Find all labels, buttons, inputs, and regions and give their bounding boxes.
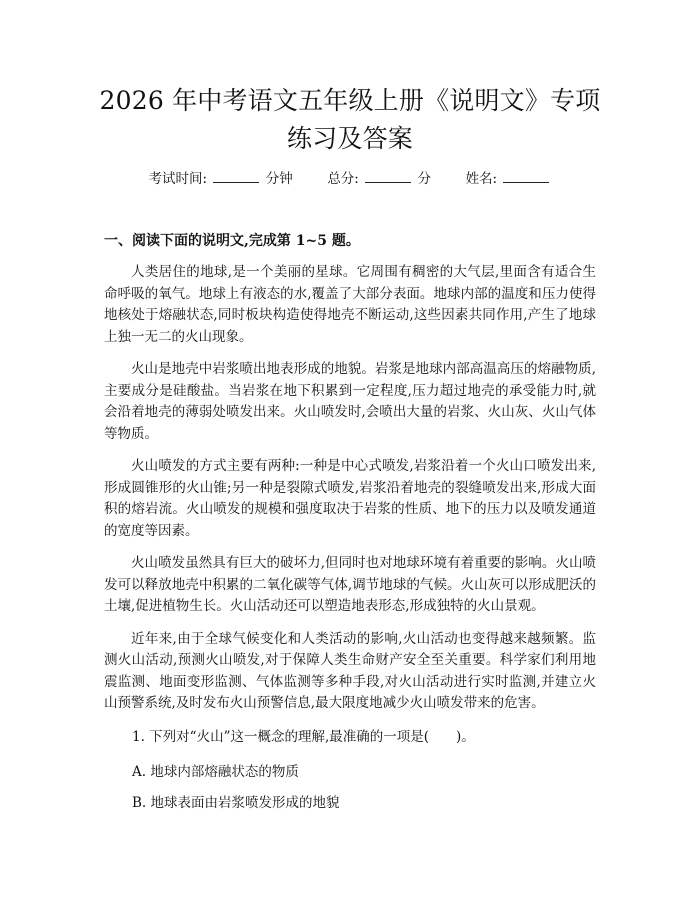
title-line-1: 2026 年中考语文五年级上册《说明文》专项 [99,86,601,115]
passage-paragraph-4: 火山喷发虽然具有巨大的破坏力,但同时也对地球环境有着重要的影响。火山喷发可以释放地壳中积累的二氧化碳等气体,调节地球的气候。火山灰可以形成肥沃的土壤,促进植物生长。火山活动还可以塑造地表形态,形成独特的火山景观。 [104,555,596,614]
exam-time-field [149,170,293,188]
document-title [95,82,605,158]
passage-paragraph-3: 火山喷发的方式主要有两种:一种是中心式喷发,岩浆沿着一个火山口喷发出来,形成圆锥形的火山锥;另一种是裂隙式喷发,岩浆沿着地壳的裂缝喷发出来,形成大面积的熔岩流。火山喷发的规模和强度取决于岩浆的性质、地下的压力以及喷发通道的宽度等因素。 [104,458,596,539]
exam-time-blank [213,170,259,183]
passage-paragraph-5: 近年来,由于全球气候变化和人类活动的影响,火山活动也变得越来越频繁。监测火山活动,预测火山喷发,对于保障人类生命财产安全至关重要。科学家们利用地震监测、地面变形监测、气体监测等多种手段,对火山活动进行实时监测,并建立火山预警系统,及时发布火山预警信息,最大限度地减少火山喷发带来的危害。 [104,630,596,711]
exam-info-bar [0,170,700,188]
section-heading: 一、阅读下面的说明文,完成第 1~5 题。 [104,233,360,249]
question-1-option-b: B. 地球表面由岩浆喷发形成的地貌 [132,795,340,811]
total-score-field [327,170,431,188]
question-1-option-a: A. 地球内部熔融状态的物质 [132,764,299,780]
total-score-unit: 分 [417,171,431,187]
passage-paragraph-2: 火山是地壳中岩浆喷出地表形成的地貌。岩浆是地球内部高温高压的熔融物质,主要成分是硅酸盐。当岩浆在地下积累到一定程度,压力超过地壳的承受能力时,就会沿着地壳的薄弱处喷发出来。火山喷发时,会喷出大量的岩浆、火山灰、火山气体等物质。 [104,361,596,442]
total-score-blank [365,170,411,183]
question-1: 1. 下列对“火山”这一概念的理解,最准确的一项是( )。 [132,729,475,745]
name-blank [503,170,549,183]
exam-time-unit: 分钟 [265,171,293,187]
exam-time-label: 考试时间: [148,171,208,187]
name-label: 姓名: [465,171,498,187]
passage-paragraph-1: 人类居住的地球,是一个美丽的星球。它周围有稠密的大气层,里面含有适合生命呼吸的氧气。地球上有液态的水,覆盖了大部分表面。地球内部的温度和压力使得地核处于熔融状态,同时板块构造使得地壳不断运动,这些因素共同作用,产生了地球上独一无二的火山现象。 [104,264,596,345]
total-score-label: 总分: [327,171,359,187]
reading-passage [104,262,596,726]
name-field [466,170,552,188]
title-line-2: 练习及答案 [286,124,413,153]
